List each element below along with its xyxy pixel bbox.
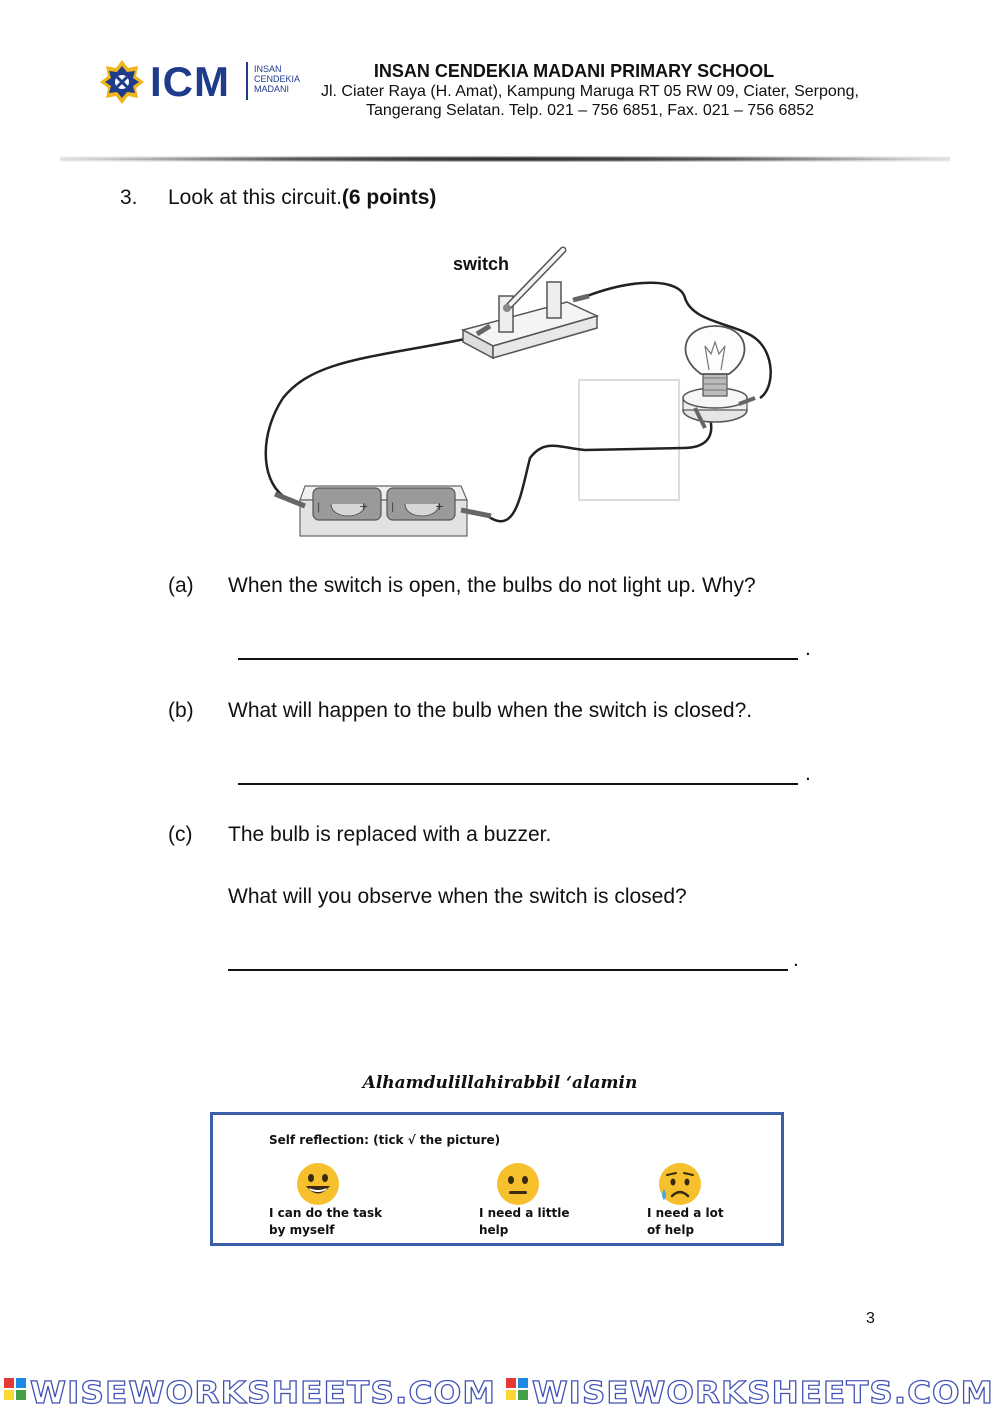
question-points: (6 points) <box>341 186 437 209</box>
part-c-statement: The bulb is replaced with a buzzer. <box>228 823 552 846</box>
option-self-label: I can do the task by myself <box>269 1206 383 1237</box>
sad-sweat-face-icon[interactable] <box>657 1161 703 1207</box>
part-b-answer-line[interactable] <box>238 783 798 785</box>
wiseworksheets-logo-icon-2 <box>506 1376 994 1411</box>
option-lot-help-label: I need a lot of help <box>647 1206 724 1237</box>
part-a-period: . <box>805 637 811 660</box>
part-c-question: What will you observe when the switch is closed? <box>228 885 687 908</box>
address-line-1: Jl. Ciater Raya (H. Amat), Kampung Maruga RT 05 RW 09, Ciater, Serpong, <box>320 83 859 100</box>
svg-text:+: + <box>435 500 445 513</box>
logo-icm-text: ICM <box>150 58 230 105</box>
logo-subtext: INSAN CENDEKIA MADANI <box>254 64 301 94</box>
school-logo <box>98 58 308 108</box>
question-text: Look at this circuit.(6 points) <box>168 186 437 209</box>
svg-text:|: | <box>317 502 321 513</box>
part-a-question: When the switch is open, the bulbs do not light up. Why? <box>228 574 756 597</box>
wiseworksheets-logo-icon <box>4 1376 496 1411</box>
option-little-help-label: I need a little help <box>479 1206 570 1237</box>
page-number: 3 <box>866 1310 875 1327</box>
school-name: INSAN CENDEKIA MADANI PRIMARY SCHOOL <box>373 61 775 81</box>
happy-face-icon[interactable] <box>295 1161 341 1207</box>
logo-divider <box>246 62 248 100</box>
self-reflection-title: Self reflection: (tick √ the picture) <box>269 1133 501 1147</box>
part-b-letter: (b) <box>168 699 194 722</box>
svg-text:WISEWORKSHEETS.COM: WISEWORKSHEETS.COM <box>532 1376 994 1411</box>
part-c-answer-line[interactable] <box>228 969 788 971</box>
self-reflection-box <box>210 1112 784 1246</box>
closing-prayer: Alhamdulillahirabbil ‘alamin <box>362 1073 638 1093</box>
header-divider <box>60 156 950 162</box>
switch-label: switch <box>453 254 510 274</box>
svg-text:+: + <box>359 500 369 513</box>
part-c-period: . <box>793 948 799 971</box>
part-b-question: What will happen to the bulb when the switch is closed?. <box>228 699 753 722</box>
logo-emblem-icon <box>98 58 146 106</box>
watermark-banner <box>0 1370 1000 1411</box>
part-b-period: . <box>805 762 811 785</box>
part-a-answer-line[interactable] <box>238 658 798 660</box>
question-number: 3. <box>120 186 138 209</box>
svg-text:WISEWORKSHEETS.COM: WISEWORKSHEETS.COM <box>30 1376 496 1411</box>
part-c-letter: (c) <box>168 823 193 846</box>
part-a-letter: (a) <box>168 574 194 597</box>
battery-holder-icon <box>275 486 491 536</box>
address-line-2: Tangerang Selatan. Telp. 021 – 756 6851, Fax. 021 – 756 6852 <box>365 102 815 119</box>
svg-text:|: | <box>391 502 395 513</box>
bulb-icon <box>683 326 755 428</box>
neutral-face-icon[interactable] <box>495 1161 541 1207</box>
circuit-diagram <box>255 238 790 543</box>
